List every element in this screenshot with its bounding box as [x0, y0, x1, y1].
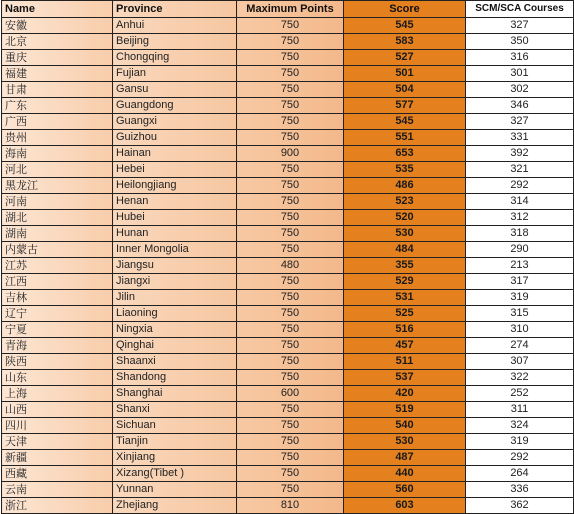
cell-maximum-points: 750 [237, 354, 344, 370]
cell-province: Hubei [113, 210, 237, 226]
cell-province: Tianjin [113, 434, 237, 450]
cell-name: 广西 [2, 114, 113, 130]
cell-province: Qinghai [113, 338, 237, 354]
cell-name: 天津 [2, 434, 113, 450]
cell-name: 湖南 [2, 226, 113, 242]
cell-scm-sca-courses: 327 [466, 18, 574, 34]
cell-score: 523 [344, 194, 466, 210]
cell-maximum-points: 750 [237, 34, 344, 50]
table-row [2, 498, 574, 514]
cell-name: 海南 [2, 146, 113, 162]
cell-maximum-points: 750 [237, 338, 344, 354]
cell-maximum-points: 750 [237, 66, 344, 82]
cell-name: 河北 [2, 162, 113, 178]
cell-scm-sca-courses: 290 [466, 242, 574, 258]
cell-province: Guangxi [113, 114, 237, 130]
cell-name: 江苏 [2, 258, 113, 274]
table-row [2, 226, 574, 242]
table-row [2, 338, 574, 354]
cell-score: 519 [344, 402, 466, 418]
cell-maximum-points: 750 [237, 418, 344, 434]
cell-score: 545 [344, 114, 466, 130]
table-row [2, 418, 574, 434]
table-row [2, 34, 574, 50]
header-score: Score [344, 1, 466, 18]
table-row [2, 322, 574, 338]
cell-score: 545 [344, 18, 466, 34]
cell-score: 531 [344, 290, 466, 306]
table-row [2, 482, 574, 498]
cell-province: Heilongjiang [113, 178, 237, 194]
cell-scm-sca-courses: 314 [466, 194, 574, 210]
cell-name: 新疆 [2, 450, 113, 466]
cell-score: 487 [344, 450, 466, 466]
cell-score: 530 [344, 226, 466, 242]
cell-score: 516 [344, 322, 466, 338]
cell-province: Xizang(Tibet ) [113, 466, 237, 482]
cell-name: 上海 [2, 386, 113, 402]
cell-province: Shanxi [113, 402, 237, 418]
cell-province: Inner Mongolia [113, 242, 237, 258]
table-row [2, 370, 574, 386]
table-row [2, 306, 574, 322]
cell-scm-sca-courses: 264 [466, 466, 574, 482]
cell-scm-sca-courses: 316 [466, 50, 574, 66]
cell-name: 内蒙古 [2, 242, 113, 258]
cell-name: 广东 [2, 98, 113, 114]
cell-province: Yunnan [113, 482, 237, 498]
cell-name: 四川 [2, 418, 113, 434]
cell-province: Shanghai [113, 386, 237, 402]
cell-scm-sca-courses: 301 [466, 66, 574, 82]
cell-province: Zhejiang [113, 498, 237, 514]
cell-province: Fujian [113, 66, 237, 82]
cell-score: 583 [344, 34, 466, 50]
table-row [2, 194, 574, 210]
cell-score: 530 [344, 434, 466, 450]
table-row [2, 274, 574, 290]
cell-province: Shandong [113, 370, 237, 386]
cell-maximum-points: 750 [237, 114, 344, 130]
table-row [2, 130, 574, 146]
cell-scm-sca-courses: 317 [466, 274, 574, 290]
cell-province: Guizhou [113, 130, 237, 146]
cell-score: 560 [344, 482, 466, 498]
cell-score: 653 [344, 146, 466, 162]
cell-name: 青海 [2, 338, 113, 354]
cell-name: 河南 [2, 194, 113, 210]
cell-name: 西藏 [2, 466, 113, 482]
cell-maximum-points: 750 [237, 50, 344, 66]
header-province: Province [113, 1, 237, 18]
cell-scm-sca-courses: 336 [466, 482, 574, 498]
cell-name: 甘肃 [2, 82, 113, 98]
cell-name: 江西 [2, 274, 113, 290]
table-body [2, 18, 574, 514]
table-row [2, 258, 574, 274]
table-row [2, 178, 574, 194]
table-row [2, 434, 574, 450]
cell-name: 黑龙江 [2, 178, 113, 194]
table-row [2, 354, 574, 370]
cell-score: 527 [344, 50, 466, 66]
cell-maximum-points: 750 [237, 194, 344, 210]
cell-score: 457 [344, 338, 466, 354]
table-header-row [2, 1, 574, 18]
cell-name: 吉林 [2, 290, 113, 306]
cell-score: 525 [344, 306, 466, 322]
cell-score: 520 [344, 210, 466, 226]
table-row [2, 450, 574, 466]
cell-province: Jiangxi [113, 274, 237, 290]
cell-province: Xinjiang [113, 450, 237, 466]
cell-name: 山东 [2, 370, 113, 386]
cell-scm-sca-courses: 310 [466, 322, 574, 338]
cell-scm-sca-courses: 321 [466, 162, 574, 178]
cell-name: 安徽 [2, 18, 113, 34]
cell-score: 355 [344, 258, 466, 274]
cell-scm-sca-courses: 252 [466, 386, 574, 402]
cell-province: Jilin [113, 290, 237, 306]
cell-name: 北京 [2, 34, 113, 50]
cell-scm-sca-courses: 331 [466, 130, 574, 146]
cell-name: 贵州 [2, 130, 113, 146]
cell-province: Gansu [113, 82, 237, 98]
cell-maximum-points: 750 [237, 82, 344, 98]
cell-province: Anhui [113, 18, 237, 34]
score-table-container [1, 0, 573, 514]
cell-name: 辽宁 [2, 306, 113, 322]
cell-scm-sca-courses: 319 [466, 434, 574, 450]
cell-maximum-points: 750 [237, 130, 344, 146]
cell-province: Hunan [113, 226, 237, 242]
cell-province: Chongqing [113, 50, 237, 66]
cell-name: 福建 [2, 66, 113, 82]
cell-name: 湖北 [2, 210, 113, 226]
cell-scm-sca-courses: 315 [466, 306, 574, 322]
cell-score: 537 [344, 370, 466, 386]
cell-maximum-points: 480 [237, 258, 344, 274]
cell-score: 529 [344, 274, 466, 290]
cell-scm-sca-courses: 213 [466, 258, 574, 274]
cell-score: 440 [344, 466, 466, 482]
cell-scm-sca-courses: 319 [466, 290, 574, 306]
cell-scm-sca-courses: 274 [466, 338, 574, 354]
cell-scm-sca-courses: 302 [466, 82, 574, 98]
cell-score: 504 [344, 82, 466, 98]
cell-maximum-points: 750 [237, 242, 344, 258]
table-row [2, 466, 574, 482]
table-row [2, 18, 574, 34]
table-row [2, 162, 574, 178]
cell-scm-sca-courses: 322 [466, 370, 574, 386]
table-row [2, 210, 574, 226]
cell-maximum-points: 750 [237, 450, 344, 466]
cell-name: 浙江 [2, 498, 113, 514]
cell-score: 420 [344, 386, 466, 402]
cell-province: Jiangsu [113, 258, 237, 274]
cell-maximum-points: 750 [237, 466, 344, 482]
cell-maximum-points: 900 [237, 146, 344, 162]
cell-score: 551 [344, 130, 466, 146]
cell-maximum-points: 750 [237, 226, 344, 242]
cell-province: Ningxia [113, 322, 237, 338]
cell-scm-sca-courses: 324 [466, 418, 574, 434]
cell-scm-sca-courses: 307 [466, 354, 574, 370]
cell-scm-sca-courses: 346 [466, 98, 574, 114]
cell-score: 486 [344, 178, 466, 194]
cell-score: 484 [344, 242, 466, 258]
cell-name: 陕西 [2, 354, 113, 370]
cell-province: Sichuan [113, 418, 237, 434]
cell-score: 501 [344, 66, 466, 82]
table-row [2, 290, 574, 306]
cell-scm-sca-courses: 292 [466, 178, 574, 194]
cell-scm-sca-courses: 318 [466, 226, 574, 242]
table-row [2, 146, 574, 162]
cell-maximum-points: 750 [237, 306, 344, 322]
cell-scm-sca-courses: 362 [466, 498, 574, 514]
table-row [2, 242, 574, 258]
cell-maximum-points: 750 [237, 402, 344, 418]
cell-maximum-points: 750 [237, 162, 344, 178]
province-score-table [1, 0, 574, 514]
table-row [2, 66, 574, 82]
cell-score: 535 [344, 162, 466, 178]
cell-name: 山西 [2, 402, 113, 418]
cell-scm-sca-courses: 312 [466, 210, 574, 226]
cell-scm-sca-courses: 311 [466, 402, 574, 418]
cell-maximum-points: 750 [237, 370, 344, 386]
table-row [2, 114, 574, 130]
header-maximum-points: Maximum Points [237, 1, 344, 18]
cell-province: Guangdong [113, 98, 237, 114]
cell-score: 577 [344, 98, 466, 114]
cell-score: 511 [344, 354, 466, 370]
table-row [2, 386, 574, 402]
cell-maximum-points: 750 [237, 18, 344, 34]
cell-maximum-points: 750 [237, 274, 344, 290]
cell-scm-sca-courses: 292 [466, 450, 574, 466]
table-row [2, 82, 574, 98]
cell-name: 重庆 [2, 50, 113, 66]
cell-maximum-points: 750 [237, 482, 344, 498]
header-name: Name [2, 1, 113, 18]
cell-scm-sca-courses: 392 [466, 146, 574, 162]
cell-name: 云南 [2, 482, 113, 498]
cell-name: 宁夏 [2, 322, 113, 338]
cell-province: Henan [113, 194, 237, 210]
cell-maximum-points: 750 [237, 98, 344, 114]
table-row [2, 98, 574, 114]
cell-scm-sca-courses: 350 [466, 34, 574, 50]
cell-province: Beijing [113, 34, 237, 50]
cell-province: Hainan [113, 146, 237, 162]
cell-maximum-points: 750 [237, 290, 344, 306]
cell-maximum-points: 750 [237, 434, 344, 450]
cell-scm-sca-courses: 327 [466, 114, 574, 130]
cell-score: 540 [344, 418, 466, 434]
cell-maximum-points: 810 [237, 498, 344, 514]
cell-maximum-points: 750 [237, 322, 344, 338]
cell-maximum-points: 750 [237, 178, 344, 194]
table-row [2, 402, 574, 418]
header-scm-sca-courses: SCM/SCA Courses [466, 1, 574, 18]
cell-maximum-points: 750 [237, 210, 344, 226]
cell-province: Liaoning [113, 306, 237, 322]
cell-province: Hebei [113, 162, 237, 178]
table-row [2, 50, 574, 66]
cell-province: Shaanxi [113, 354, 237, 370]
cell-maximum-points: 600 [237, 386, 344, 402]
cell-score: 603 [344, 498, 466, 514]
